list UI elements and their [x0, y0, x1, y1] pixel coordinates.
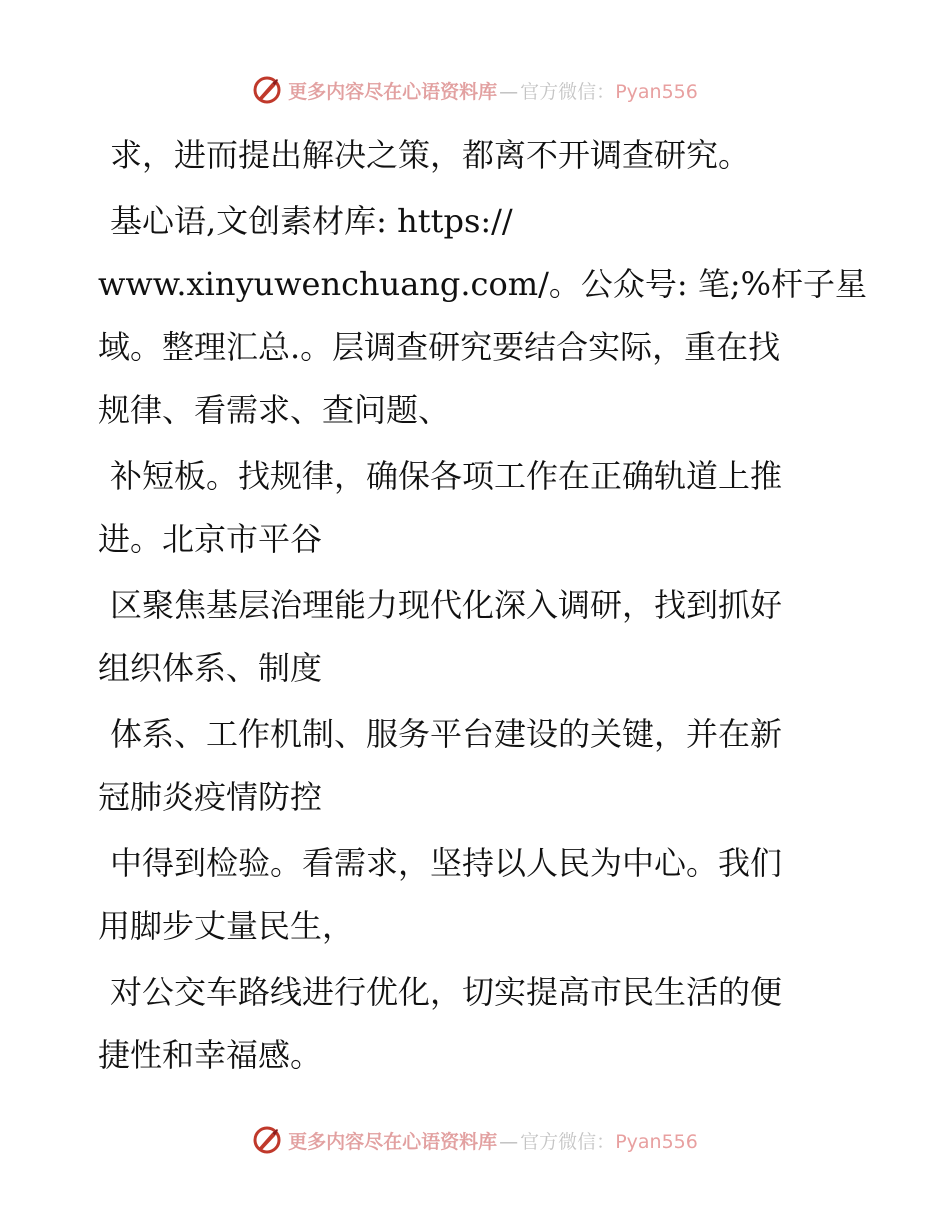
paragraph-1	[98, 124, 838, 187]
text-line: 中得到检验。看需求，坚持以人民为中心。我们	[110, 844, 783, 882]
text-line: 区聚焦基层治理能力现代化深入调研，找到抓好	[110, 586, 783, 624]
quill-circle-logo-icon	[252, 75, 282, 105]
text-line: 补短板。找规律，确保各项工作在正确轨道上推	[110, 457, 783, 495]
banner-separator: —	[499, 80, 519, 103]
text-line: 规律、看需求、查问题、	[98, 391, 451, 429]
text-line: 对公交车路线进行优化，切实提高市民生活的便	[110, 973, 783, 1011]
quill-circle-logo-icon	[252, 1125, 282, 1155]
banner-link-text[interactable]: 更多内容尽在心语资料库	[288, 80, 498, 103]
text-line: 域。整理汇总.。层调查研究要结合实际，重在找	[98, 328, 781, 366]
paragraph-5	[98, 703, 838, 829]
banner-contact-label: 官方微信：	[520, 80, 616, 103]
text-line: 求，进而提出解决之策，都离不开调查研究。	[110, 136, 751, 174]
paragraph-7	[98, 961, 838, 1087]
text-line: 体系、工作机制、服务平台建设的关键，并在新	[110, 715, 783, 753]
text-line: www.xinyuwenchuang.com/。公众号: 笔;%杆子星	[98, 265, 868, 303]
banner-text[interactable]	[288, 77, 698, 104]
paragraph-2	[98, 190, 868, 442]
banner-text[interactable]	[288, 1127, 698, 1154]
text-line: 组织体系、制度	[98, 649, 323, 687]
document-body	[98, 124, 868, 1090]
paragraph-6	[98, 832, 838, 958]
text-line: 基心语,文创素材库: https://	[110, 202, 513, 240]
paragraph-4	[98, 574, 838, 700]
header-banner	[0, 72, 950, 108]
text-line: 进。北京市平谷	[98, 520, 323, 558]
banner-link-text[interactable]: 更多内容尽在心语资料库	[288, 1130, 498, 1153]
banner-contact-label: 官方微信：	[520, 1130, 616, 1153]
footer-banner	[0, 1122, 950, 1158]
text-line: 冠肺炎疫情防控	[98, 778, 323, 816]
text-line: 捷性和幸福感。	[98, 1036, 323, 1074]
banner-contact-id: Pyan556	[615, 1130, 698, 1153]
text-line: 用脚步丈量民生，	[98, 907, 355, 945]
paragraph-3	[98, 445, 838, 571]
banner-separator: —	[499, 1130, 519, 1153]
banner-contact-id: Pyan556	[615, 80, 698, 103]
